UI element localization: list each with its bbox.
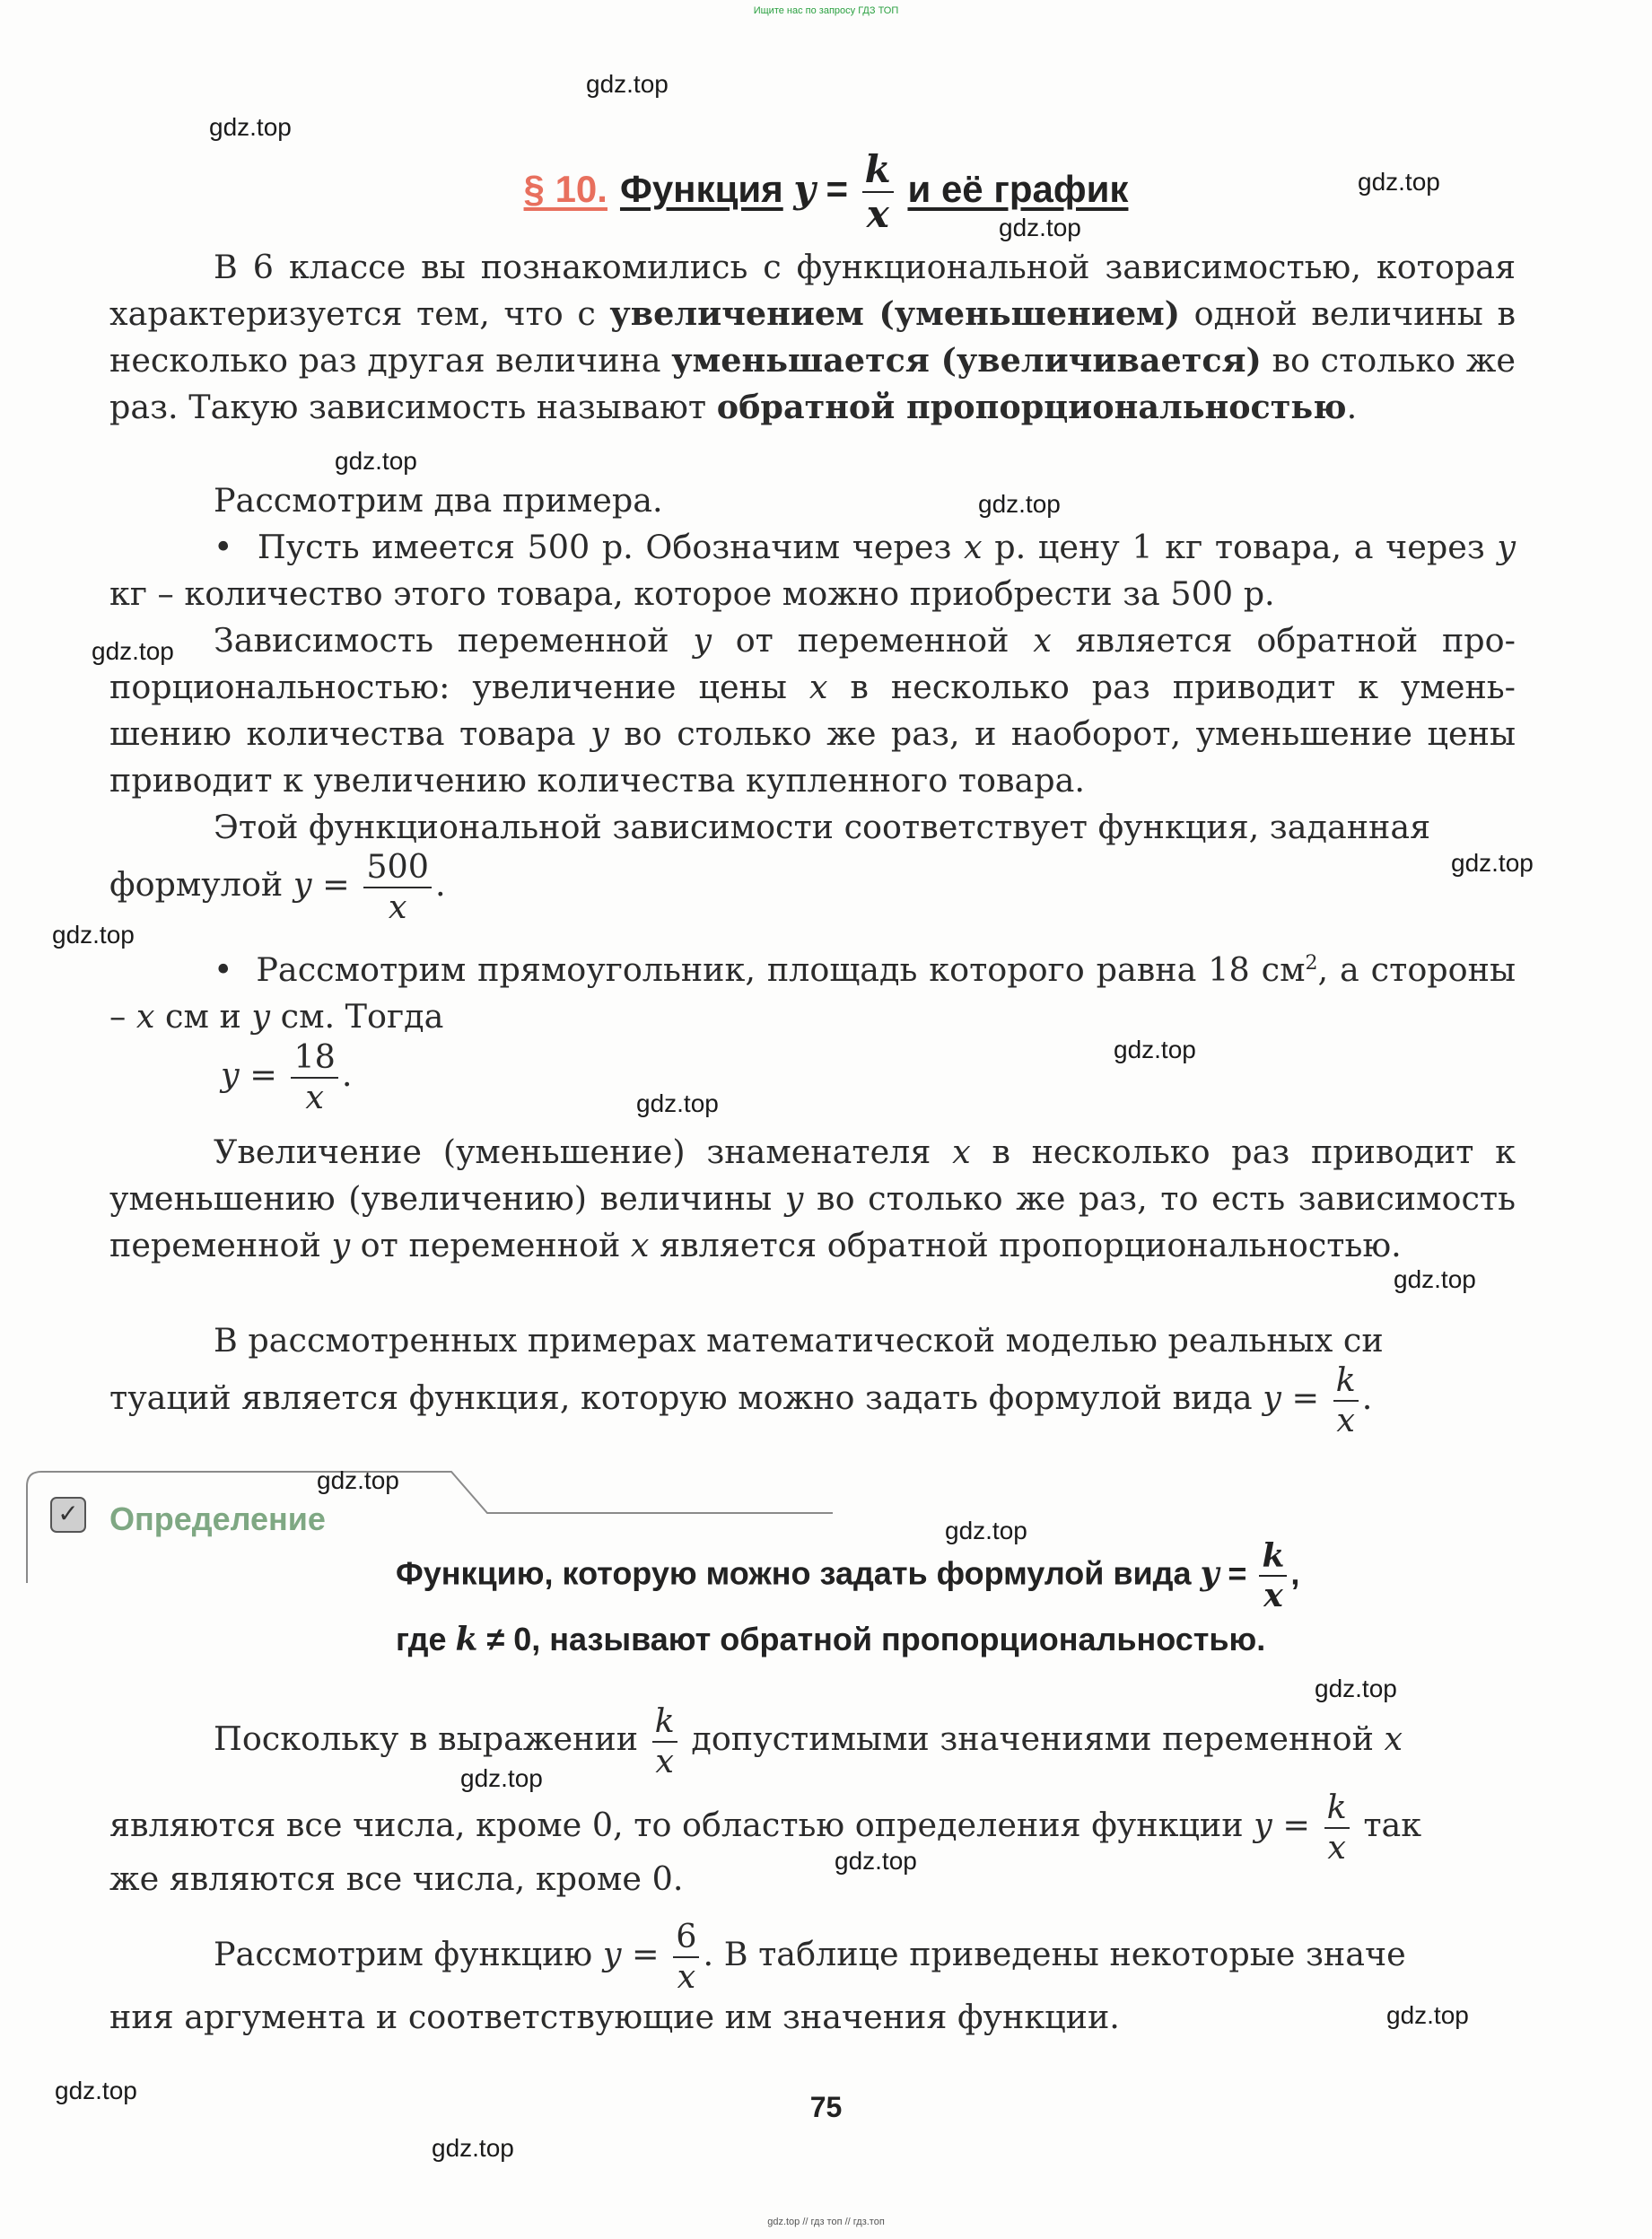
bold-text: обратной пропорциональностью bbox=[716, 388, 1347, 426]
fraction-k-over-x bbox=[652, 1701, 677, 1780]
paragraph-model-line2 bbox=[109, 1360, 1373, 1439]
fraction-k-over-x bbox=[1324, 1788, 1350, 1867]
text: во столько же раз, и наоборот, уменьшение цены приводит к увеличению количества купленного товара. bbox=[109, 714, 1516, 800]
watermark: gdz.top bbox=[1451, 849, 1534, 877]
title-lhs: y bbox=[793, 167, 816, 212]
denominator: x bbox=[1336, 1400, 1355, 1439]
text: Рассмотрим прямоугольник, площадь которого равна 18 см bbox=[256, 950, 1306, 990]
text: В 6 классе вы познакомились с функциональной зависимостью, которая характеризуется тем, что с bbox=[109, 248, 1516, 333]
watermark: gdz.top bbox=[1315, 1675, 1397, 1702]
watermark: gdz.top bbox=[945, 1517, 1027, 1544]
watermark: gdz.top bbox=[209, 113, 292, 141]
watermark: gdz.top bbox=[460, 1764, 543, 1792]
title-fraction bbox=[862, 147, 894, 236]
top-note: Ищите нас по запросу ГДЗ ТОП bbox=[753, 5, 899, 16]
watermark: gdz.top bbox=[999, 214, 1081, 241]
text: во столько же раз, то есть зависимость переменной bbox=[109, 1179, 1516, 1264]
title-denominator: x bbox=[866, 192, 889, 236]
text: так bbox=[1363, 1806, 1422, 1844]
bullet-icon: • bbox=[214, 528, 258, 566]
equals-sign: = bbox=[322, 865, 350, 904]
title-word: Функция bbox=[619, 168, 783, 211]
paragraph-table-intro-line2: ния аргумента и соответствующие им значения функции. bbox=[109, 1998, 1120, 2036]
equals-sign: = bbox=[1282, 1806, 1310, 1844]
variable: y bbox=[693, 621, 712, 660]
denominator: x bbox=[305, 1077, 324, 1116]
numerator: 18 bbox=[291, 1041, 337, 1079]
watermark: gdz.top bbox=[317, 1466, 399, 1494]
bullet-icon: • bbox=[214, 950, 257, 990]
variable: y bbox=[251, 997, 271, 1036]
text: формулой bbox=[109, 865, 293, 904]
text: , а стороны – bbox=[109, 950, 1517, 1036]
paragraph-domain-line1 bbox=[214, 1701, 1516, 1780]
variable: x bbox=[135, 997, 155, 1036]
variable: y bbox=[590, 714, 609, 753]
paragraph-intro bbox=[109, 244, 1516, 431]
text: в несколько раз приводит к уменьшению (увеличению) величины bbox=[109, 1133, 1516, 1218]
title-tail: и её график bbox=[907, 168, 1129, 211]
variable: x bbox=[1384, 1719, 1403, 1758]
bottom-note: gdz.top // гдз топ // гдз.топ bbox=[767, 2217, 885, 2227]
watermark: gdz.top bbox=[1386, 2001, 1469, 2029]
watermark: gdz.top bbox=[1358, 168, 1440, 196]
numerator: k bbox=[1259, 1540, 1287, 1577]
paragraph-domain-line2 bbox=[109, 1788, 1422, 1867]
text: . bbox=[1346, 388, 1358, 426]
variable: y bbox=[784, 1179, 804, 1218]
watermark: gdz.top bbox=[835, 1847, 917, 1875]
paragraph-denominator bbox=[109, 1129, 1516, 1269]
equals-sign: = bbox=[1291, 1378, 1320, 1417]
paragraph-table-intro-line1 bbox=[214, 1917, 1406, 1996]
watermark: gdz.top bbox=[586, 70, 669, 98]
paragraph-dependence bbox=[109, 617, 1516, 804]
checkbox-icon: ✓ bbox=[50, 1497, 86, 1533]
text: , bbox=[1290, 1554, 1300, 1592]
equals-sign: = bbox=[249, 1055, 277, 1094]
watermark: gdz.top bbox=[52, 921, 135, 949]
text: от переменной bbox=[711, 621, 1034, 660]
denominator: x bbox=[1327, 1827, 1346, 1867]
variable: x bbox=[809, 668, 828, 706]
text: Зависимость переменной bbox=[214, 621, 694, 660]
text: является обратной пропорциональностью. bbox=[649, 1226, 1402, 1264]
formula-500 bbox=[109, 847, 446, 926]
watermark: gdz.top bbox=[92, 637, 174, 665]
denominator: x bbox=[677, 1956, 696, 1996]
text: Функцию, которую можно задать формулой вида bbox=[396, 1554, 1201, 1592]
superscript: 2 bbox=[1305, 952, 1318, 975]
variable: y bbox=[1263, 1378, 1281, 1417]
page-number: 75 bbox=[809, 2091, 843, 2123]
text: где bbox=[396, 1621, 456, 1657]
watermark: gdz.top bbox=[636, 1089, 719, 1117]
variable: y bbox=[1497, 528, 1516, 566]
text: Рассмотрим функцию bbox=[214, 1935, 603, 1973]
section-number: § 10. bbox=[523, 168, 607, 211]
formula-18 bbox=[221, 1037, 353, 1116]
watermark: gdz.top bbox=[55, 2077, 137, 2104]
watermark: gdz.top bbox=[1114, 1036, 1196, 1063]
numerator: 500 bbox=[363, 851, 432, 888]
definition-line1 bbox=[396, 1537, 1300, 1614]
text: р. цену 1 кг товара, а через bbox=[982, 528, 1498, 566]
text: см и bbox=[154, 997, 252, 1036]
text: см. Тогда bbox=[270, 997, 444, 1036]
text: . bbox=[434, 865, 446, 904]
text: кг – количество этого товара, которое можно приобрести за 500 р. bbox=[109, 574, 1275, 613]
paragraph-two-examples: Рассмотрим два примера. bbox=[214, 481, 663, 520]
variable: x bbox=[952, 1133, 971, 1171]
variable: y bbox=[293, 865, 312, 904]
text: в несколько раз приводит к уменьшению количества товара bbox=[109, 668, 1517, 753]
numerator: k bbox=[1333, 1364, 1359, 1402]
text: являются все числа, кроме 0, то областью определения функции bbox=[109, 1806, 1254, 1844]
paragraph-model-line1: В рассмотренных примерах математической моделью реальных си bbox=[214, 1321, 1384, 1360]
text: , называют обратной пропорциональностью. bbox=[531, 1621, 1266, 1657]
variable: x bbox=[1033, 621, 1052, 660]
numerator: k bbox=[1324, 1791, 1350, 1829]
bold-text: увеличением (уменьшением) bbox=[609, 294, 1181, 333]
text: во столько же раз. Такую зависимость называют bbox=[109, 341, 1516, 426]
fraction-k-over-x bbox=[1259, 1537, 1287, 1614]
text: допустимыми значениями переменной bbox=[691, 1719, 1385, 1758]
denominator: x bbox=[388, 887, 407, 926]
fraction-6-over-x bbox=[673, 1917, 699, 1996]
bullet-example-1 bbox=[109, 524, 1516, 617]
equals-sign: = bbox=[632, 1935, 660, 1973]
variable: y bbox=[602, 1935, 622, 1973]
denominator: x bbox=[655, 1741, 674, 1780]
fraction-k-over-x bbox=[1333, 1360, 1359, 1439]
text: Увеличение (уменьшение) знаменателя bbox=[214, 1133, 953, 1171]
paragraph-function-line: Этой функциональной зависимости соответствует функция, заданная bbox=[214, 808, 1431, 846]
text: от переменной bbox=[350, 1226, 631, 1264]
variable: x bbox=[964, 528, 983, 566]
definition-line2 bbox=[396, 1621, 1265, 1658]
fraction-18-over-x bbox=[291, 1037, 337, 1116]
watermark: gdz.top bbox=[432, 2134, 514, 2162]
variable: y bbox=[1254, 1806, 1272, 1844]
text: Пусть имеется 500 р. Обозначим через bbox=[257, 528, 965, 566]
variable: y bbox=[331, 1226, 351, 1264]
text: . bbox=[1361, 1378, 1373, 1417]
variable: k bbox=[455, 1621, 478, 1658]
variable: x bbox=[630, 1226, 650, 1264]
text: ≠ 0 bbox=[477, 1621, 532, 1657]
numerator: 6 bbox=[673, 1920, 699, 1958]
watermark: gdz.top bbox=[1394, 1265, 1476, 1293]
bullet-example-2 bbox=[109, 940, 1516, 1040]
title-eq: = bbox=[826, 168, 848, 211]
fraction-500-over-x bbox=[363, 847, 432, 926]
paragraph-domain-line3: же являются все числа, кроме 0. bbox=[109, 1859, 684, 1898]
variable: y bbox=[1200, 1554, 1219, 1593]
text: туаций является функция, которую можно задать формулой вида bbox=[109, 1378, 1263, 1417]
text: одной величины в несколько раз другая величина bbox=[109, 294, 1517, 380]
text: Поскольку в выражении bbox=[214, 1719, 649, 1758]
variable: y bbox=[221, 1055, 240, 1094]
watermark: gdz.top bbox=[978, 490, 1061, 518]
text: . bbox=[341, 1055, 353, 1094]
text: . В таблице приведены некоторые значе bbox=[703, 1935, 1406, 1973]
watermark: gdz.top bbox=[335, 447, 417, 475]
text: является обратной пропорциональностью: увеличение цены bbox=[109, 621, 1516, 706]
definition-heading: Определение bbox=[109, 1500, 326, 1537]
title-numerator: k bbox=[862, 151, 894, 193]
denominator: x bbox=[1263, 1577, 1283, 1614]
equals-sign: = bbox=[1228, 1554, 1247, 1592]
numerator: k bbox=[652, 1705, 677, 1743]
bold-text: уменьшается (увеличивается) bbox=[671, 341, 1262, 380]
